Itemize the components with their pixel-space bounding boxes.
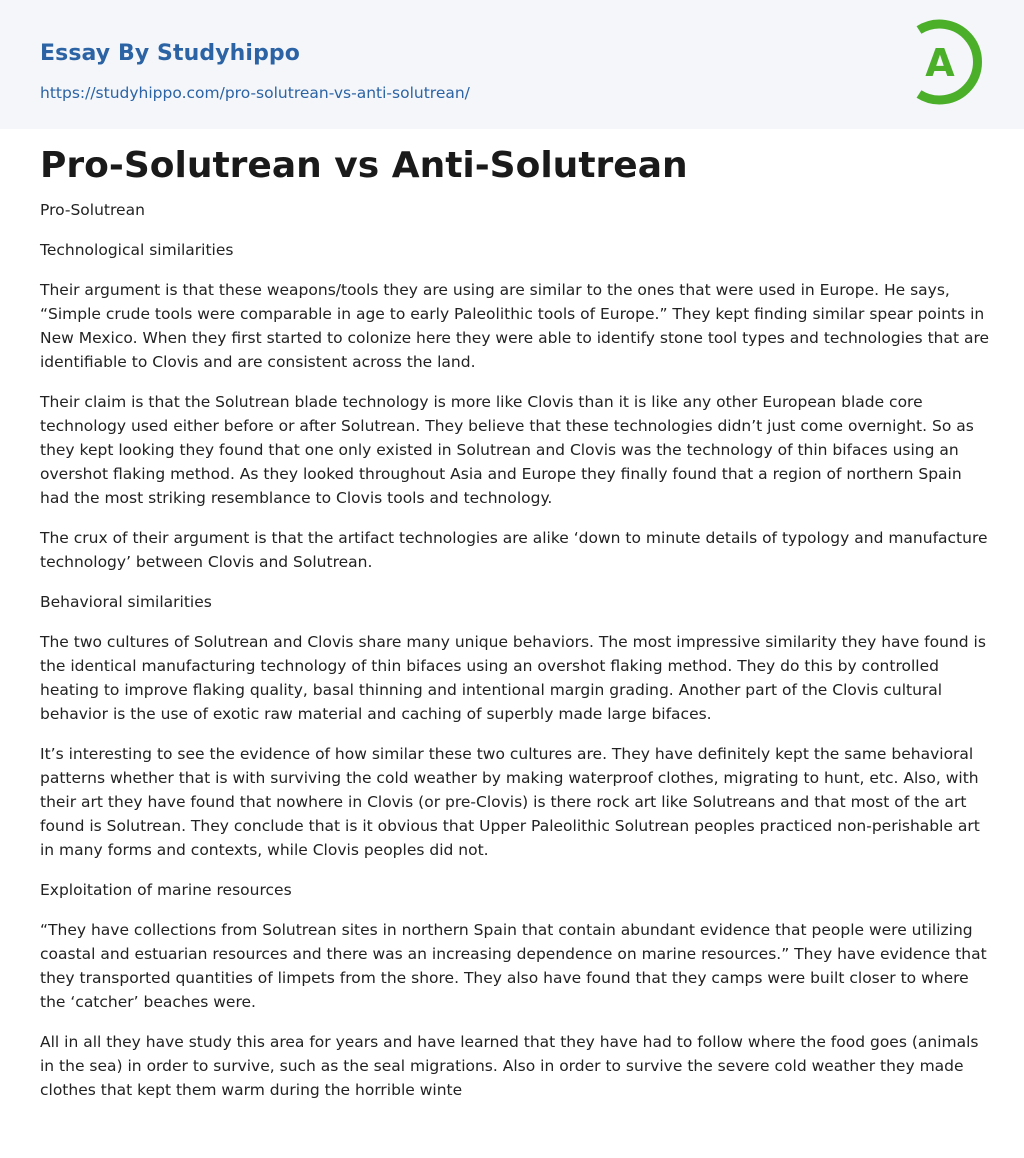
subsection-heading: Technological similarities: [40, 241, 234, 259]
logo-letter: A: [925, 41, 955, 85]
body-paragraph: All in all they have study this area for years and have learned that they have had to follow where the food goes (animals in the sea) in order to survive, such as the seal migrations. Also in order to survive the severe cold weather they made clothes that kept them warm during the horrible winte: [40, 1033, 979, 1099]
essay-url-link[interactable]: https://studyhippo.com/pro-solutrean-vs-anti-solutrean/: [40, 84, 470, 102]
body-paragraph: The crux of their argument is that the artifact technologies are alike ‘down to minute details of typology and manufacture technology’ between Clovis and Solutrean.: [40, 529, 988, 571]
body-paragraph: It’s interesting to see the evidence of how similar these two cultures are. They have definitely kept the same behavioral patterns whether that is with surviving the cold weather by making waterproof clothes, migrating to hunt, etc. Also, with their art they have found that nowhere in Clovis (or pre-Clovis) is there rock art like Solutreans and that most of the art found is Solutrean. They conclude that is it obvious that Upper Paleolithic Solutrean peoples practiced non-perishable art in many forms and contexts, while Clovis peoples did not.: [40, 745, 980, 859]
page-title: Pro-Solutrean vs Anti-Solutrean: [40, 145, 688, 186]
body-paragraph: The two cultures of Solutrean and Clovis share many unique behaviors. The most impressive similarity they have found is the identical manufacturing technology of thin bifaces using an overshot flaking method. They do this by controlled heating to improve flaking quality, basal thinning and intentional margin grading. Another part of the Clovis cultural behavior is the use of exotic raw material and caching of superbly made large bifaces.: [40, 633, 986, 723]
subsection-heading: Behavioral similarities: [40, 593, 212, 611]
body-paragraph: “They have collections from Solutrean sites in northern Spain that contain abundant evidence that people were utilizing coastal and estuarian resources and there was an increasing dependence on marine resources.” They have evidence that they transported quantities of limpets from the shore. They also have found that they camps were built closer to where the ‘catcher’ beaches were.: [40, 921, 987, 1011]
site-header: [0, 0, 1024, 129]
section-heading: Pro-Solutrean: [40, 201, 145, 219]
studyhippo-logo-icon[interactable]: [908, 18, 988, 106]
body-paragraph: Their claim is that the Solutrean blade technology is more like Clovis than it is like any other European blade core technology used either before or after Solutrean. They believe that these technologies didn’t just come overnight. So as they kept looking they found that one only existed in Solutrean and Clovis was the technology of thin bifaces using an overshot flaking method. As they looked throughout Asia and Europe they finally found that a region of northern Spain had the most striking resemblance to Clovis tools and technology.: [40, 393, 974, 507]
subsection-heading: Exploitation of marine resources: [40, 881, 292, 899]
site-brand[interactable]: Essay By Studyhippo: [40, 41, 300, 66]
body-paragraph: Their argument is that these weapons/tools they are using are similar to the ones that were used in Europe. He says, “Simple crude tools were comparable in age to early Paleolithic tools of Europe.” They kept finding similar spear points in New Mexico. When they first started to colonize here they were able to identify stone tool types and technologies that are identifiable to Clovis and are consistent across the land.: [40, 281, 990, 371]
essay-body: [40, 198, 990, 1118]
